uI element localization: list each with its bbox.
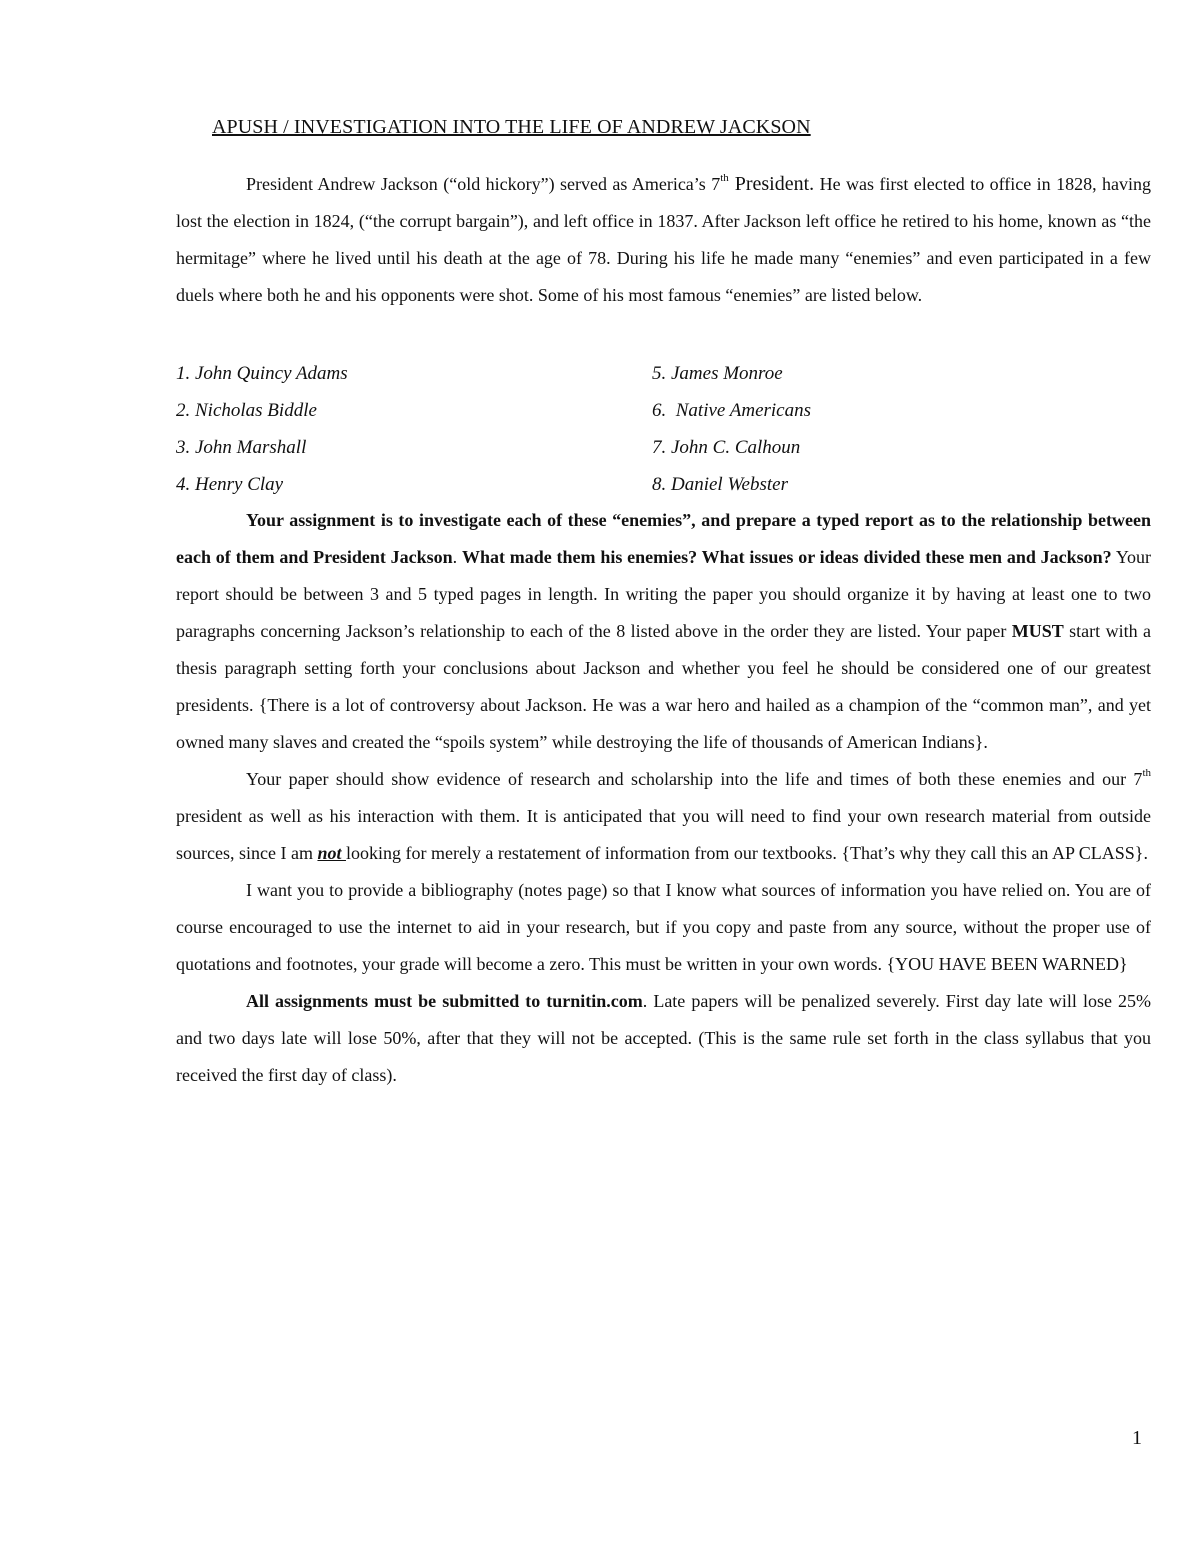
intro-text-b: President. xyxy=(728,173,815,195)
enemy-item: 5. James Monroe xyxy=(652,363,783,384)
enemy-item: 6. Native Americans xyxy=(652,400,812,421)
bibliography-paragraph: I want you to provide a bibliography (notes page) so that I know what sources of information you have relied on. You are of course encouraged to use the internet to aid in your research, but if you copy and paste from any source, without the proper use of quotations and footnotes, your grade will become a zero. This must be written in your own words. {YOU HAVE BEEN WARNED} xyxy=(176,880,1151,974)
intro-paragraph-block xyxy=(176,166,1151,314)
assignment-dot: . xyxy=(452,547,462,567)
intro-text-a: President Andrew Jackson (“old hickory”) served as America’s 7 xyxy=(246,174,721,194)
enemy-item: 2. Nicholas Biddle xyxy=(176,400,317,421)
enemy-item: 8. Daniel Webster xyxy=(652,474,788,495)
intro-text-c: He was first elected to office in 1828, having lost the election in 1824, (“the corrupt bargain”), and left office in 1837. After Jackson left office he retired to his home, known as “the hermitage” where he lived until his death at the age of 78. During his life he made many “enemies” and even participated in a few duels where both he and his opponents were shot. Some of his most famous “enemies” are listed below. xyxy=(176,174,1152,305)
submission-bold-text: All assignments must be submitted to turnitin.com xyxy=(246,991,643,1011)
research-text-c: looking for merely a restatement of information from our textbooks. {That’s why they call this an AP CLASS}. xyxy=(345,843,1148,863)
enemies-row xyxy=(176,355,936,392)
research-superscript: th xyxy=(1142,767,1151,779)
enemies-row xyxy=(176,392,936,429)
enemy-item: 7. John C. Calhoun xyxy=(652,437,801,458)
assignment-paragraphs xyxy=(176,502,1151,1094)
assignment-paragraph xyxy=(176,502,1151,761)
enemy-item: 3. John Marshall xyxy=(176,437,307,458)
research-text-a: Your paper should show evidence of research and scholarship into the life and times of both these enemies and our 7 xyxy=(246,769,1143,789)
document-title: APUSH / INVESTIGATION INTO THE LIFE OF ANDREW JACKSON xyxy=(212,116,811,138)
submission-text: . Late papers will be penalized severely. First day late will lose 25% and two days late will lose 50%, after that they will not be accepted. (This is the same rule set forth in the class syllabus that you received the first day of class). xyxy=(176,991,1151,1085)
must-emphasis: MUST xyxy=(1011,621,1064,641)
assignment-bold-text: Your assignment is to investigate each of these “enemies”, and prepare a typed report as to the relationship between each of them and President Jackson xyxy=(176,510,1151,567)
enemy-item: 1. John Quincy Adams xyxy=(176,363,348,384)
enemies-list xyxy=(176,355,936,503)
enemy-item: 4. Henry Clay xyxy=(176,474,284,495)
intro-paragraph xyxy=(176,166,1151,314)
enemies-row xyxy=(176,466,936,503)
research-paragraph xyxy=(176,761,1151,872)
assignment-questions: What made them his enemies? What issues or ideas divided these men and Jackson? xyxy=(461,547,1112,567)
research-text-b: president as well as his interaction with them. It is anticipated that you will need to find your own research material from outside sources, since I am xyxy=(176,806,1151,863)
not-emphasis: not xyxy=(317,843,346,863)
intro-superscript: th xyxy=(720,172,729,184)
submission-paragraph xyxy=(176,983,1151,1094)
enemies-row xyxy=(176,429,936,466)
page-number: 1 xyxy=(1132,1427,1142,1449)
assignment-text-1: Your report should be between 3 and 5 typed pages in length. In writing the paper you should organize it by having at least one to two paragraphs concerning Jackson’s relationship to each of the 8 listed above in the order they are listed. Your paper xyxy=(176,547,1152,641)
assignment-text-2: start with a thesis paragraph setting forth your conclusions about Jackson and whether you feel he should be considered one of our greatest presidents. {There is a lot of controversy about Jackson. He was a war hero and hailed as a champion of the “common man”, and yet owned many slaves and created the “spoils system” while destroying the life of thousands of American Indians}. xyxy=(176,621,1151,752)
